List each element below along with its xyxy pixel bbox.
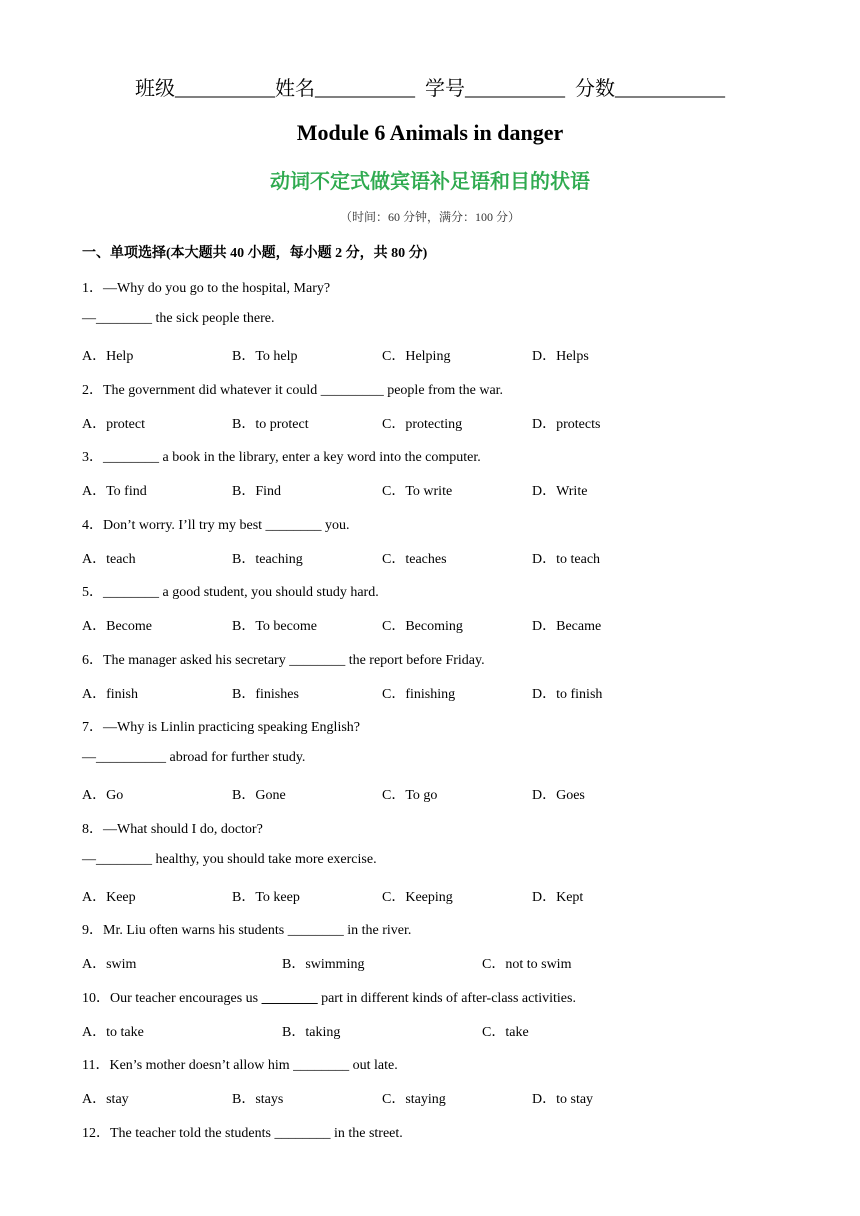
question-3: 3．________ a book in the library, enter a key word into the computer. [82,450,481,465]
q4-option-a: A．teach [82,552,136,567]
q10-option-b: B．taking [282,1025,341,1040]
q11-option-d: D．to stay [532,1092,594,1107]
question-10 [82,987,576,1007]
q5-option-c: C．Becoming [382,619,463,634]
q2-option-c: C．protecting [382,417,463,432]
q4-option-d: D．to teach [532,552,601,567]
q10-option-c: C．take [482,1025,529,1040]
q3-option-b: B．Find [232,484,282,499]
q3-option-d: D．Write [532,484,588,499]
q7-option-d: D．Goes [532,788,585,803]
question-7: 7．—Why is Linlin practicing speaking English? [82,720,361,735]
question-8-answer-line: —________ healthy, you should take more exercise. [82,852,377,867]
question-9: 9．Mr. Liu often warns his students ________ in the river. [82,923,412,938]
q9-option-c: C．not to swim [482,957,572,972]
question-5: 5．________ a good student, you should study hard. [82,585,379,600]
question-2: 2．The government did whatever it could _________ people from the war. [82,383,504,398]
question-7-answer-line: —__________ abroad for further study. [82,750,306,765]
question-1: 1．—Why do you go to the hospital, Mary? [82,281,331,296]
question-11: 11．Ken’s mother doesn’t allow him ________ out late. [82,1058,398,1073]
section-heading: 一、单项选择(本大题共 40 小题，每小题 2 分，共 80 分) [82,246,428,261]
q6-option-a: A．finish [82,687,138,702]
q4-option-b: B．teaching [232,552,303,567]
q6-option-b: B．finishes [232,687,299,702]
question-10-start: 10．Our teacher encourages us [82,991,262,1006]
page-subtitle: 动词不定式做宾语补足语和目的状语 [270,169,590,193]
question-6: 6．The manager asked his secretary ________ the report before Friday. [82,653,485,668]
q8-option-c: C．Keeping [382,890,453,905]
q1-option-d: D．Helps [532,349,589,364]
q7-option-b: B．Gone [232,788,286,803]
q9-option-a: A．swim [82,957,137,972]
q5-option-a: A．Become [82,619,152,634]
q3-option-a: A．To find [82,484,147,499]
q7-option-c: C．To go [382,788,438,803]
q5-option-b: B．To become [232,619,317,634]
q1-option-a: A．Help [82,349,134,364]
question-12: 12．The teacher told the students ________ in the street. [82,1126,403,1141]
q2-option-d: D．protects [532,417,601,432]
page-title: Module 6 Animals in danger [296,120,564,145]
q9-option-b: B．swimming [282,957,365,972]
q8-option-b: B．To keep [232,890,300,905]
q2-option-a: A．protect [82,417,145,432]
q11-option-a: A．stay [82,1092,129,1107]
question-8: 8．—What should I do, doctor? [82,822,263,837]
question-10-blank: ________ [261,991,318,1006]
q7-option-a: A．Go [82,788,124,803]
question-10-end: part in different kinds of after-class activities. [317,991,576,1006]
question-4: 4．Don’t worry. I’ll try my best ________ you. [82,518,350,533]
q10-option-a: A．to take [82,1025,144,1040]
q11-option-c: C．staying [382,1092,446,1107]
question-1-answer-line: —________ the sick people there. [82,311,275,326]
q6-option-c: C．finishing [382,687,456,702]
student-info-line: 班级__________姓名__________ 学号__________ 分数___________ [135,78,725,100]
q8-option-a: A．Keep [82,890,136,905]
q2-option-b: B．to protect [232,417,309,432]
q6-option-d: D．to finish [532,687,603,702]
q1-option-b: B．To help [232,349,298,364]
q8-option-d: D．Kept [532,890,584,905]
q1-option-c: C．Helping [382,349,451,364]
q4-option-c: C．teaches [382,552,447,567]
q3-option-c: C．To write [382,484,453,499]
q11-option-b: B．stays [232,1092,284,1107]
time-note: （时间：60 分钟，满分：100 分） [339,210,520,224]
q5-option-d: D．Became [532,619,602,634]
